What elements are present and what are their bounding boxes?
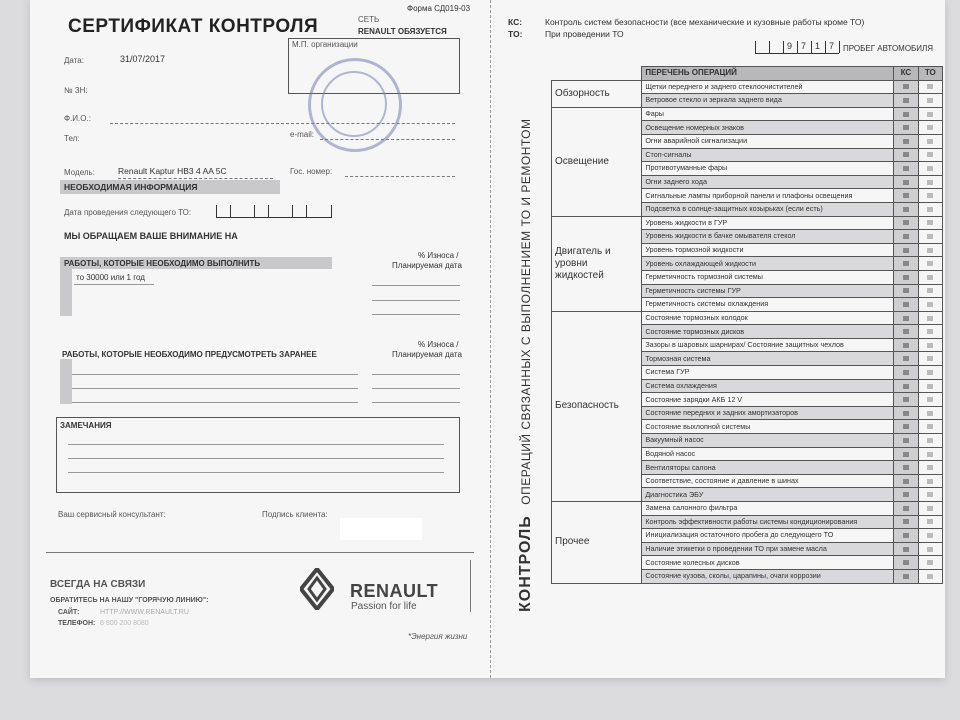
checkbox-to[interactable] — [918, 529, 942, 543]
brand-slogan: Passion for life — [351, 601, 417, 612]
checkbox-ks[interactable] — [894, 502, 918, 516]
checkbox-mark-icon — [903, 424, 909, 429]
site-label: САЙТ: — [58, 609, 80, 616]
checkbox-mark-icon — [903, 302, 909, 307]
table-row — [552, 80, 943, 94]
operation-cell: Диагностика ЭБУ — [642, 488, 894, 502]
checkbox-ks[interactable] — [894, 311, 918, 325]
checkbox-mark-icon — [903, 533, 909, 538]
checkbox-to[interactable] — [918, 502, 942, 516]
checkbox-to[interactable] — [918, 230, 942, 244]
operation-cell: Ветровое стекло и зеркала заднего вида — [642, 94, 894, 108]
operation-cell: Уровень охлаждающей жидкости — [642, 257, 894, 271]
checkbox-ks[interactable] — [894, 270, 918, 284]
operation-cell: Водяной насос — [642, 447, 894, 461]
ks-text: Контроль систем безопасности (все механические и кузовные работы кроме ТО) — [545, 17, 865, 27]
model-label: Модель: — [64, 168, 95, 177]
checkbox-ks[interactable] — [894, 107, 918, 121]
checkbox-to[interactable] — [918, 121, 942, 135]
checkbox-mark-icon — [927, 519, 933, 524]
checkbox-mark-icon — [903, 248, 909, 253]
checkbox-mark-icon — [903, 234, 909, 239]
checkbox-mark-icon — [927, 180, 933, 185]
operation-cell: Огни заднего хода — [642, 175, 894, 189]
checkbox-to[interactable] — [918, 257, 942, 271]
fio-label: Ф.И.О.: — [64, 114, 91, 123]
plate-line — [345, 176, 455, 177]
operation-cell: Состояние тормозных дисков — [642, 325, 894, 339]
operation-cell: Состояние кузова, сколы, царапины, очаги коррозии — [642, 569, 894, 583]
fio-line — [110, 123, 455, 124]
checkbox-mark-icon — [903, 112, 909, 117]
checkbox-mark-icon — [927, 234, 933, 239]
category-cell: Прочее — [552, 502, 642, 584]
operation-cell: Противотуманные фары — [642, 162, 894, 176]
checkbox-ks[interactable] — [894, 420, 918, 434]
checkbox-ks[interactable] — [894, 257, 918, 271]
operation-cell: Замена салонного фильтра — [642, 502, 894, 516]
checkbox-mark-icon — [927, 193, 933, 198]
checkbox-mark-icon — [903, 560, 909, 565]
table-corner — [552, 67, 642, 81]
checkbox-ks[interactable] — [894, 298, 918, 312]
checkbox-ks[interactable] — [894, 162, 918, 176]
operation-cell: Стоп-сигналы — [642, 148, 894, 162]
operation-cell: Уровень тормозной жидкости — [642, 243, 894, 257]
network-label: СЕТЬ — [358, 15, 380, 24]
next-service-date-boxes — [216, 203, 332, 218]
checkbox-ks[interactable] — [894, 80, 918, 94]
checkbox-mark-icon — [927, 356, 933, 361]
category-cell: Освещение — [552, 107, 642, 216]
checkbox-ks[interactable] — [894, 461, 918, 475]
planned-date-label-1: Планируемая дата — [392, 261, 462, 270]
checkbox-to[interactable] — [918, 515, 942, 529]
redacted-area — [340, 518, 422, 540]
planned-line-3 — [372, 314, 460, 315]
checkbox-to[interactable] — [918, 189, 942, 203]
checkbox-mark-icon — [903, 193, 909, 198]
checkbox-mark-icon — [903, 411, 909, 416]
operation-cell: Герметичность системы охлаждения — [642, 298, 894, 312]
checkbox-mark-icon — [903, 465, 909, 470]
always-connected: ВСЕГДА НА СВЯЗИ — [50, 579, 146, 590]
site-value: HTTP://WWW.RENAULT.RU — [100, 609, 189, 616]
energy-note: *Энергия жизни — [408, 632, 468, 641]
checkbox-mark-icon — [903, 547, 909, 552]
checkbox-ks[interactable] — [894, 474, 918, 488]
checkbox-mark-icon — [903, 574, 909, 579]
checkbox-ks[interactable] — [894, 121, 918, 135]
checkbox-to[interactable] — [918, 406, 942, 420]
operation-cell: Герметичность системы ГУР — [642, 284, 894, 298]
checkbox-to[interactable] — [918, 175, 942, 189]
vertical-title-rest: ОПЕРАЦИЙ СВЯЗАННЫХ С ВЫПОЛНЕНИЕМ ТО И РЕМОНТОМ — [519, 118, 533, 505]
checkbox-mark-icon — [903, 438, 909, 443]
checkbox-mark-icon — [927, 220, 933, 225]
checkbox-mark-icon — [927, 207, 933, 212]
stamp-label: М.П. организации — [292, 40, 358, 49]
checkbox-mark-icon — [903, 384, 909, 389]
checkbox-to[interactable] — [918, 434, 942, 448]
checkbox-mark-icon — [927, 452, 933, 457]
operation-cell: Вакуумный насос — [642, 434, 894, 448]
works-required-underline — [74, 284, 154, 285]
phone2-value: 8 800 200 8080 — [100, 620, 149, 627]
table-row — [552, 311, 943, 325]
checkbox-ks[interactable] — [894, 230, 918, 244]
checkbox-to[interactable] — [918, 379, 942, 393]
checkbox-mark-icon — [927, 152, 933, 157]
mileage-digit-6: 7 — [829, 41, 835, 51]
works-planned-line-1 — [72, 374, 358, 375]
mileage-digit-5: 1 — [815, 41, 821, 51]
model-value: Renault Kaptur HB3 4 AA 5C — [118, 166, 227, 176]
checkbox-mark-icon — [903, 316, 909, 321]
checkbox-to[interactable] — [918, 80, 942, 94]
checkbox-ks[interactable] — [894, 515, 918, 529]
operation-cell: Огни аварийной сигнализации — [642, 134, 894, 148]
checkbox-mark-icon — [927, 275, 933, 280]
checkbox-to[interactable] — [918, 148, 942, 162]
logo-divider — [470, 560, 471, 612]
category-cell: Безопасность — [552, 311, 642, 501]
table-header-to: ТО — [918, 67, 942, 81]
category-cell: Обзорность — [552, 80, 642, 107]
mileage-boxes — [755, 40, 839, 54]
checkbox-mark-icon — [927, 112, 933, 117]
operation-cell: Тормозная система — [642, 352, 894, 366]
operation-cell: Система ГУР — [642, 366, 894, 380]
checkbox-mark-icon — [927, 288, 933, 293]
operation-cell: Состояние выхлопной системы — [642, 420, 894, 434]
checkbox-mark-icon — [927, 370, 933, 375]
checkbox-to[interactable] — [918, 325, 942, 339]
operation-cell: Уровень жидкости в ГУР — [642, 216, 894, 230]
checkbox-to[interactable] — [918, 542, 942, 556]
checkbox-mark-icon — [927, 438, 933, 443]
works-planned-side — [60, 359, 72, 404]
organization-stamp — [308, 58, 402, 152]
checkbox-ks[interactable] — [894, 556, 918, 570]
checkbox-mark-icon — [927, 533, 933, 538]
checkbox-mark-icon — [927, 343, 933, 348]
checkbox-to[interactable] — [918, 569, 942, 583]
checkbox-mark-icon — [927, 411, 933, 416]
needed-info-heading: НЕОБХОДИМАЯ ИНФОРМАЦИЯ — [64, 182, 198, 192]
to-text: При проведении ТО — [545, 29, 624, 39]
checkbox-mark-icon — [927, 397, 933, 402]
checkbox-mark-icon — [903, 166, 909, 171]
checkbox-ks[interactable] — [894, 434, 918, 448]
checkbox-ks[interactable] — [894, 175, 918, 189]
checkbox-mark-icon — [903, 84, 909, 89]
checkbox-ks[interactable] — [894, 447, 918, 461]
checkbox-mark-icon — [903, 152, 909, 157]
phone2-label: ТЕЛЕФОН: — [58, 620, 96, 627]
checkbox-to[interactable] — [918, 216, 942, 230]
checkbox-mark-icon — [927, 316, 933, 321]
table-row — [552, 216, 943, 230]
operation-cell: Герметичность тормозной системы — [642, 270, 894, 284]
mileage-label: ПРОБЕГ АВТОМОБИЛЯ — [843, 44, 934, 53]
checkbox-ks[interactable] — [894, 148, 918, 162]
consultant-label: Ваш сервисный консультант: — [58, 510, 166, 519]
to-label: ТО: — [508, 29, 523, 39]
checkbox-mark-icon — [903, 139, 909, 144]
checkbox-ks[interactable] — [894, 134, 918, 148]
checkbox-mark-icon — [903, 479, 909, 484]
checkbox-mark-icon — [903, 261, 909, 266]
remarks-box — [56, 417, 460, 493]
checkbox-to[interactable] — [918, 134, 942, 148]
operation-cell: Инициализация остаточного пробега до следующего ТО — [642, 529, 894, 543]
remarks-line-1 — [68, 444, 444, 445]
checkbox-to[interactable] — [918, 461, 942, 475]
category-cell: Двигатель и уровни жидкостей — [552, 216, 642, 311]
checkbox-mark-icon — [927, 560, 933, 565]
operations-table — [551, 66, 943, 584]
checkbox-mark-icon — [903, 397, 909, 402]
checkbox-mark-icon — [903, 519, 909, 524]
operation-cell: Вентиляторы салона — [642, 461, 894, 475]
checkbox-mark-icon — [927, 506, 933, 511]
renault-logo-icon — [300, 568, 334, 610]
date-label: Дата: — [64, 56, 84, 65]
fold-line — [490, 0, 491, 678]
planned-line-6 — [372, 402, 460, 403]
checkbox-ks[interactable] — [894, 529, 918, 543]
checkbox-mark-icon — [903, 329, 909, 334]
planned-line-4 — [372, 374, 460, 375]
checkbox-ks[interactable] — [894, 202, 918, 216]
works-planned-line-3 — [72, 402, 358, 403]
checkbox-to[interactable] — [918, 243, 942, 257]
checkbox-ks[interactable] — [894, 243, 918, 257]
planned-line-5 — [372, 388, 460, 389]
checkbox-to[interactable] — [918, 556, 942, 570]
checkbox-ks[interactable] — [894, 338, 918, 352]
checkbox-mark-icon — [927, 98, 933, 103]
checkbox-to[interactable] — [918, 393, 942, 407]
mileage-digit-3: 9 — [787, 41, 793, 51]
works-required-heading: РАБОТЫ, КОТОРЫЕ НЕОБХОДИМО ВЫПОЛНИТЬ — [64, 259, 261, 268]
checkbox-ks[interactable] — [894, 94, 918, 108]
checkbox-mark-icon — [927, 166, 933, 171]
works-required-value: то 30000 или 1 год — [76, 273, 145, 282]
checkbox-ks[interactable] — [894, 216, 918, 230]
operation-cell: Наличие этикетки о проведении ТО при замене масла — [642, 542, 894, 556]
vertical-title-bold: КОНТРОЛЬ — [517, 515, 534, 612]
hotline-text: ОБРАТИТЕСЬ НА НАШУ "ГОРЯЧУЮ ЛИНИЮ": — [50, 597, 209, 604]
checkbox-mark-icon — [903, 492, 909, 497]
checkbox-mark-icon — [903, 98, 909, 103]
works-planned-line-2 — [72, 388, 358, 389]
brand-name: RENAULT — [350, 581, 439, 601]
checkbox-to[interactable] — [918, 311, 942, 325]
checkbox-mark-icon — [903, 180, 909, 185]
remarks-line-3 — [68, 472, 444, 473]
checkbox-ks[interactable] — [894, 406, 918, 420]
checkbox-mark-icon — [927, 84, 933, 89]
checkbox-ks[interactable] — [894, 284, 918, 298]
works-required-side — [60, 269, 72, 316]
checkbox-mark-icon — [903, 220, 909, 225]
checkbox-mark-icon — [927, 492, 933, 497]
operation-cell: Контроль эффективности работы системы кондиционирования — [642, 515, 894, 529]
operation-cell: Щетки переднего и заднего стеклоочистителей — [642, 80, 894, 94]
wear-label-2: % Износа / — [418, 340, 459, 349]
model-line — [118, 178, 273, 179]
checkbox-ks[interactable] — [894, 542, 918, 556]
client-signature-label: Подпись клиента: — [262, 510, 328, 519]
vertical-title — [517, 52, 535, 612]
checkbox-mark-icon — [927, 248, 933, 253]
wear-label-1: % Износа / — [418, 251, 459, 260]
table-row — [552, 107, 943, 121]
operation-cell: Фары — [642, 107, 894, 121]
checkbox-mark-icon — [927, 302, 933, 307]
checkbox-to[interactable] — [918, 94, 942, 108]
checkbox-mark-icon — [903, 356, 909, 361]
checkbox-to[interactable] — [918, 284, 942, 298]
footer-divider — [46, 552, 474, 553]
email-label: e-mail: — [290, 130, 315, 139]
operation-cell: Соответствие, состояние и давление в шинах — [642, 474, 894, 488]
checkbox-to[interactable] — [918, 162, 942, 176]
checkbox-to[interactable] — [918, 298, 942, 312]
checkbox-mark-icon — [927, 384, 933, 389]
remarks-line-2 — [68, 458, 444, 459]
operation-cell: Подсветка в солнце-защитных козырьках (если есть) — [642, 202, 894, 216]
operation-cell: Состояние колесных дисков — [642, 556, 894, 570]
checkbox-mark-icon — [927, 574, 933, 579]
ks-label: КС: — [508, 17, 523, 27]
order-label: № ЗН: — [64, 86, 88, 95]
checkbox-mark-icon — [927, 261, 933, 266]
checkbox-to[interactable] — [918, 366, 942, 380]
operation-cell: Зазоры в шаровых шарнирах/ Состояние защитных чехлов — [642, 338, 894, 352]
checkbox-mark-icon — [927, 547, 933, 552]
checkbox-to[interactable] — [918, 488, 942, 502]
table-header-ks: КС — [894, 67, 918, 81]
certificate-title: СЕРТИФИКАТ КОНТРОЛЯ — [68, 16, 319, 37]
checkbox-mark-icon — [903, 275, 909, 280]
checkbox-mark-icon — [927, 465, 933, 470]
checkbox-ks[interactable] — [894, 366, 918, 380]
operation-cell: Состояние тормозных колодок — [642, 311, 894, 325]
checkbox-ks[interactable] — [894, 488, 918, 502]
date-value: 31/07/2017 — [120, 54, 166, 64]
checkbox-to[interactable] — [918, 270, 942, 284]
checkbox-mark-icon — [903, 125, 909, 130]
checkbox-ks[interactable] — [894, 352, 918, 366]
checkbox-mark-icon — [903, 506, 909, 511]
checkbox-ks[interactable] — [894, 189, 918, 203]
checkbox-to[interactable] — [918, 352, 942, 366]
checkbox-mark-icon — [903, 343, 909, 348]
planned-date-label-2: Планируемая дата — [392, 350, 462, 359]
checkbox-to[interactable] — [918, 420, 942, 434]
checkbox-to[interactable] — [918, 202, 942, 216]
works-planned-heading: РАБОТЫ, КОТОРЫЕ НЕОБХОДИМО ПРЕДУСМОТРЕТЬ ЗАРАНЕЕ — [62, 350, 317, 359]
checkbox-mark-icon — [903, 288, 909, 293]
checkbox-ks[interactable] — [894, 379, 918, 393]
checkbox-mark-icon — [903, 452, 909, 457]
checkbox-to[interactable] — [918, 338, 942, 352]
checkbox-ks[interactable] — [894, 325, 918, 339]
checkbox-mark-icon — [927, 479, 933, 484]
planned-line-2 — [372, 300, 460, 301]
mileage-digit-4: 7 — [801, 41, 807, 51]
checkbox-ks[interactable] — [894, 393, 918, 407]
checkbox-to[interactable] — [918, 107, 942, 121]
table-header-operations: ПЕРЕЧЕНЬ ОПЕРАЦИЙ — [642, 67, 894, 81]
planned-line-1 — [372, 285, 460, 286]
network-value: RENAULT ОБЯЗУЕТСЯ — [358, 27, 447, 36]
checkbox-mark-icon — [927, 125, 933, 130]
operation-cell: Состояние зарядки АКБ 12 V — [642, 393, 894, 407]
checkbox-mark-icon — [927, 139, 933, 144]
next-service-label: Дата проведения следующего ТО: — [64, 208, 192, 217]
plate-label: Гос. номер: — [290, 167, 333, 176]
attention-heading: МЫ ОБРАЩАЕМ ВАШЕ ВНИМАНИЕ НА — [64, 231, 238, 241]
operation-cell: Уровень жидкости в бачке омывателя стекол — [642, 230, 894, 244]
operation-cell: Система охлаждения — [642, 379, 894, 393]
checkbox-to[interactable] — [918, 447, 942, 461]
checkbox-mark-icon — [903, 207, 909, 212]
phone-label: Тел: — [64, 134, 80, 143]
operation-cell: Освещение номерных знаков — [642, 121, 894, 135]
remarks-heading: ЗАМЕЧАНИЯ — [60, 421, 112, 430]
table-row — [552, 502, 943, 516]
operation-cell: Состояние передних и задних амортизаторов — [642, 406, 894, 420]
operation-cell: Сигнальные лампы приборной панели и плафоны освещения — [642, 189, 894, 203]
checkbox-mark-icon — [903, 370, 909, 375]
checkbox-to[interactable] — [918, 474, 942, 488]
checkbox-ks[interactable] — [894, 569, 918, 583]
checkbox-mark-icon — [927, 329, 933, 334]
form-code: Форма СД019-03 — [407, 4, 471, 13]
email-line — [320, 139, 455, 140]
checkbox-mark-icon — [927, 424, 933, 429]
